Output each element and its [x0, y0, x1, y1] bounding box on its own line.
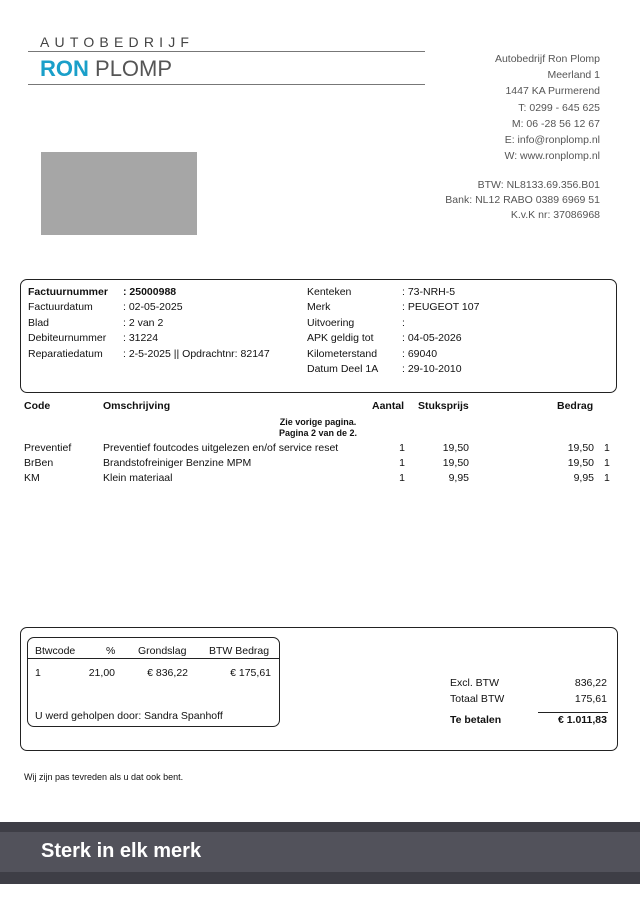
excl-vat-label: Excl. BTW: [450, 677, 499, 689]
company-phone: T: 0299 - 645 625: [518, 101, 600, 114]
info-label: Kilometerstand: [307, 347, 378, 360]
total-vat-label: Totaal BTW: [450, 693, 505, 705]
info-label: Factuurdatum: [28, 301, 93, 314]
col-header-amount: Bedrag: [557, 400, 594, 412]
amount-due-label: Te betalen: [450, 714, 502, 726]
info-row-repair-date: [28, 347, 298, 362]
info-row-brand: [307, 300, 607, 315]
vat-header-amount: BTW Bedrag: [209, 645, 270, 657]
info-row-page: [28, 316, 298, 331]
cell-description: Klein materiaal: [103, 472, 173, 484]
info-label: Datum Deel 1A: [307, 362, 379, 375]
info-value: : 73-NRH-5: [402, 286, 456, 298]
cell-description: Brandstofreiniger Benzine MPM: [103, 457, 252, 469]
cell-unit-price: 19,50: [442, 442, 469, 454]
recipient-address-redacted: [41, 152, 197, 235]
info-value: : 2 van 2: [123, 316, 164, 329]
vat-header-base: Grondslag: [138, 645, 187, 657]
info-label: Blad: [28, 316, 50, 329]
info-value: : 04-05-2026: [402, 332, 462, 345]
excl-vat-value: 836,22: [574, 677, 607, 689]
info-row-invoice-date: [28, 300, 298, 315]
cell-code: Preventief: [24, 442, 72, 454]
cell-description: Preventief foutcodes uitgelezen en/of service reset: [103, 442, 339, 454]
info-value: : 02-05-2025: [123, 301, 183, 314]
col-header-code: Code: [24, 400, 51, 412]
info-label: Factuurnummer: [28, 286, 108, 298]
vat-summary-divider: [28, 658, 279, 659]
cell-amount: 9,95: [573, 472, 594, 484]
info-row-invoice-number: [28, 285, 298, 300]
table-row: [0, 457, 640, 472]
info-label: APK geldig tot: [307, 332, 374, 345]
vat-header-code: Btwcode: [35, 645, 76, 657]
amount-due-value: € 1.011,83: [557, 714, 607, 726]
info-label: Reparatiedatum: [28, 347, 103, 360]
cell-vat-code: 1: [604, 457, 610, 469]
page-note: [218, 417, 418, 439]
page-note-line1: Zie vorige pagina.: [279, 417, 357, 427]
info-row-apk: [307, 331, 607, 346]
table-row: [0, 442, 640, 457]
info-label: Debiteurnummer: [28, 332, 107, 345]
company-street: Meerland 1: [547, 69, 600, 82]
vat-cell-percent: 21,00: [88, 667, 115, 679]
info-value: : 69040: [402, 347, 438, 360]
footer-slogan: Sterk in elk merk: [41, 840, 202, 862]
company-address: [495, 51, 600, 164]
closing-text: Wij zijn pas tevreden als u dat ook bent.: [24, 772, 184, 782]
cell-quantity: 1: [399, 472, 405, 484]
company-web: W: www.ronplomp.nl: [504, 150, 600, 163]
cell-unit-price: 9,95: [448, 472, 469, 484]
vehicle-details: [307, 285, 607, 377]
logo-divider-bottom: [28, 84, 425, 85]
info-label: Merk: [307, 301, 331, 314]
info-row-date-part-1a: [307, 362, 607, 377]
info-label: Uitvoering: [307, 316, 355, 329]
table-row: [0, 472, 640, 487]
company-name: Autobedrijf Ron Plomp: [494, 53, 600, 65]
info-value: : 25000988: [123, 286, 177, 298]
logo-divider-top: [28, 51, 425, 52]
cell-quantity: 1: [399, 457, 405, 469]
info-value: : PEUGEOT 107: [402, 301, 480, 314]
footer-band-top: [0, 822, 640, 832]
logo-tagline: AUTOBEDRIJF: [40, 34, 195, 50]
cell-amount: 19,50: [567, 457, 594, 469]
cell-vat-code: 1: [604, 472, 610, 484]
vat-header-percent: %: [106, 645, 116, 657]
info-row-mileage: [307, 347, 607, 362]
helped-by: U werd geholpen door: Sandra Spanhoff: [35, 710, 223, 722]
total-vat-value: 175,61: [574, 693, 607, 705]
info-row-license-plate: [307, 285, 607, 300]
company-registration: [445, 178, 600, 223]
cell-code: KM: [24, 472, 40, 484]
cell-code: BrBen: [24, 457, 54, 469]
invoice-details-left: [28, 285, 298, 362]
info-value: : 2-5-2025 || Opdrachtnr: 82147: [123, 347, 270, 360]
footer-band-bottom: [0, 872, 640, 884]
vat-cell-amount: € 175,61: [230, 667, 271, 679]
logo: [40, 56, 172, 82]
total-divider: [538, 712, 608, 713]
col-header-description: Omschrijving: [103, 400, 171, 412]
info-value: : 31224: [123, 332, 159, 345]
vat-cell-base: € 836,22: [147, 667, 188, 679]
cell-amount: 19,50: [567, 442, 594, 454]
company-btw: BTW: NL8133.69.356.B01: [477, 179, 600, 191]
info-value: : 29-10-2010: [402, 362, 462, 375]
logo-ron: RON: [40, 56, 89, 81]
info-label: Kenteken: [307, 286, 352, 298]
company-email: E: info@ronplomp.nl: [504, 134, 600, 147]
col-header-unit-price: Stuksprijs: [418, 400, 469, 412]
logo-plomp: PLOMP: [95, 56, 173, 81]
info-value: :: [402, 316, 405, 329]
company-mobile: M: 06 -28 56 12 67: [511, 117, 600, 130]
info-row-debtor-number: [28, 331, 298, 346]
cell-quantity: 1: [399, 442, 405, 454]
cell-unit-price: 19,50: [442, 457, 469, 469]
col-header-quantity: Aantal: [372, 400, 405, 412]
company-bank: Bank: NL12 RABO 0389 6969 51: [445, 194, 600, 206]
info-row-version: [307, 316, 607, 331]
vat-cell-code: 1: [35, 667, 41, 679]
page-note-line2: Pagina 2 van de 2.: [278, 428, 358, 438]
company-kvk: K.v.K nr: 37086968: [510, 209, 600, 221]
cell-vat-code: 1: [604, 442, 610, 454]
company-city: 1447 KA Purmerend: [505, 85, 600, 98]
